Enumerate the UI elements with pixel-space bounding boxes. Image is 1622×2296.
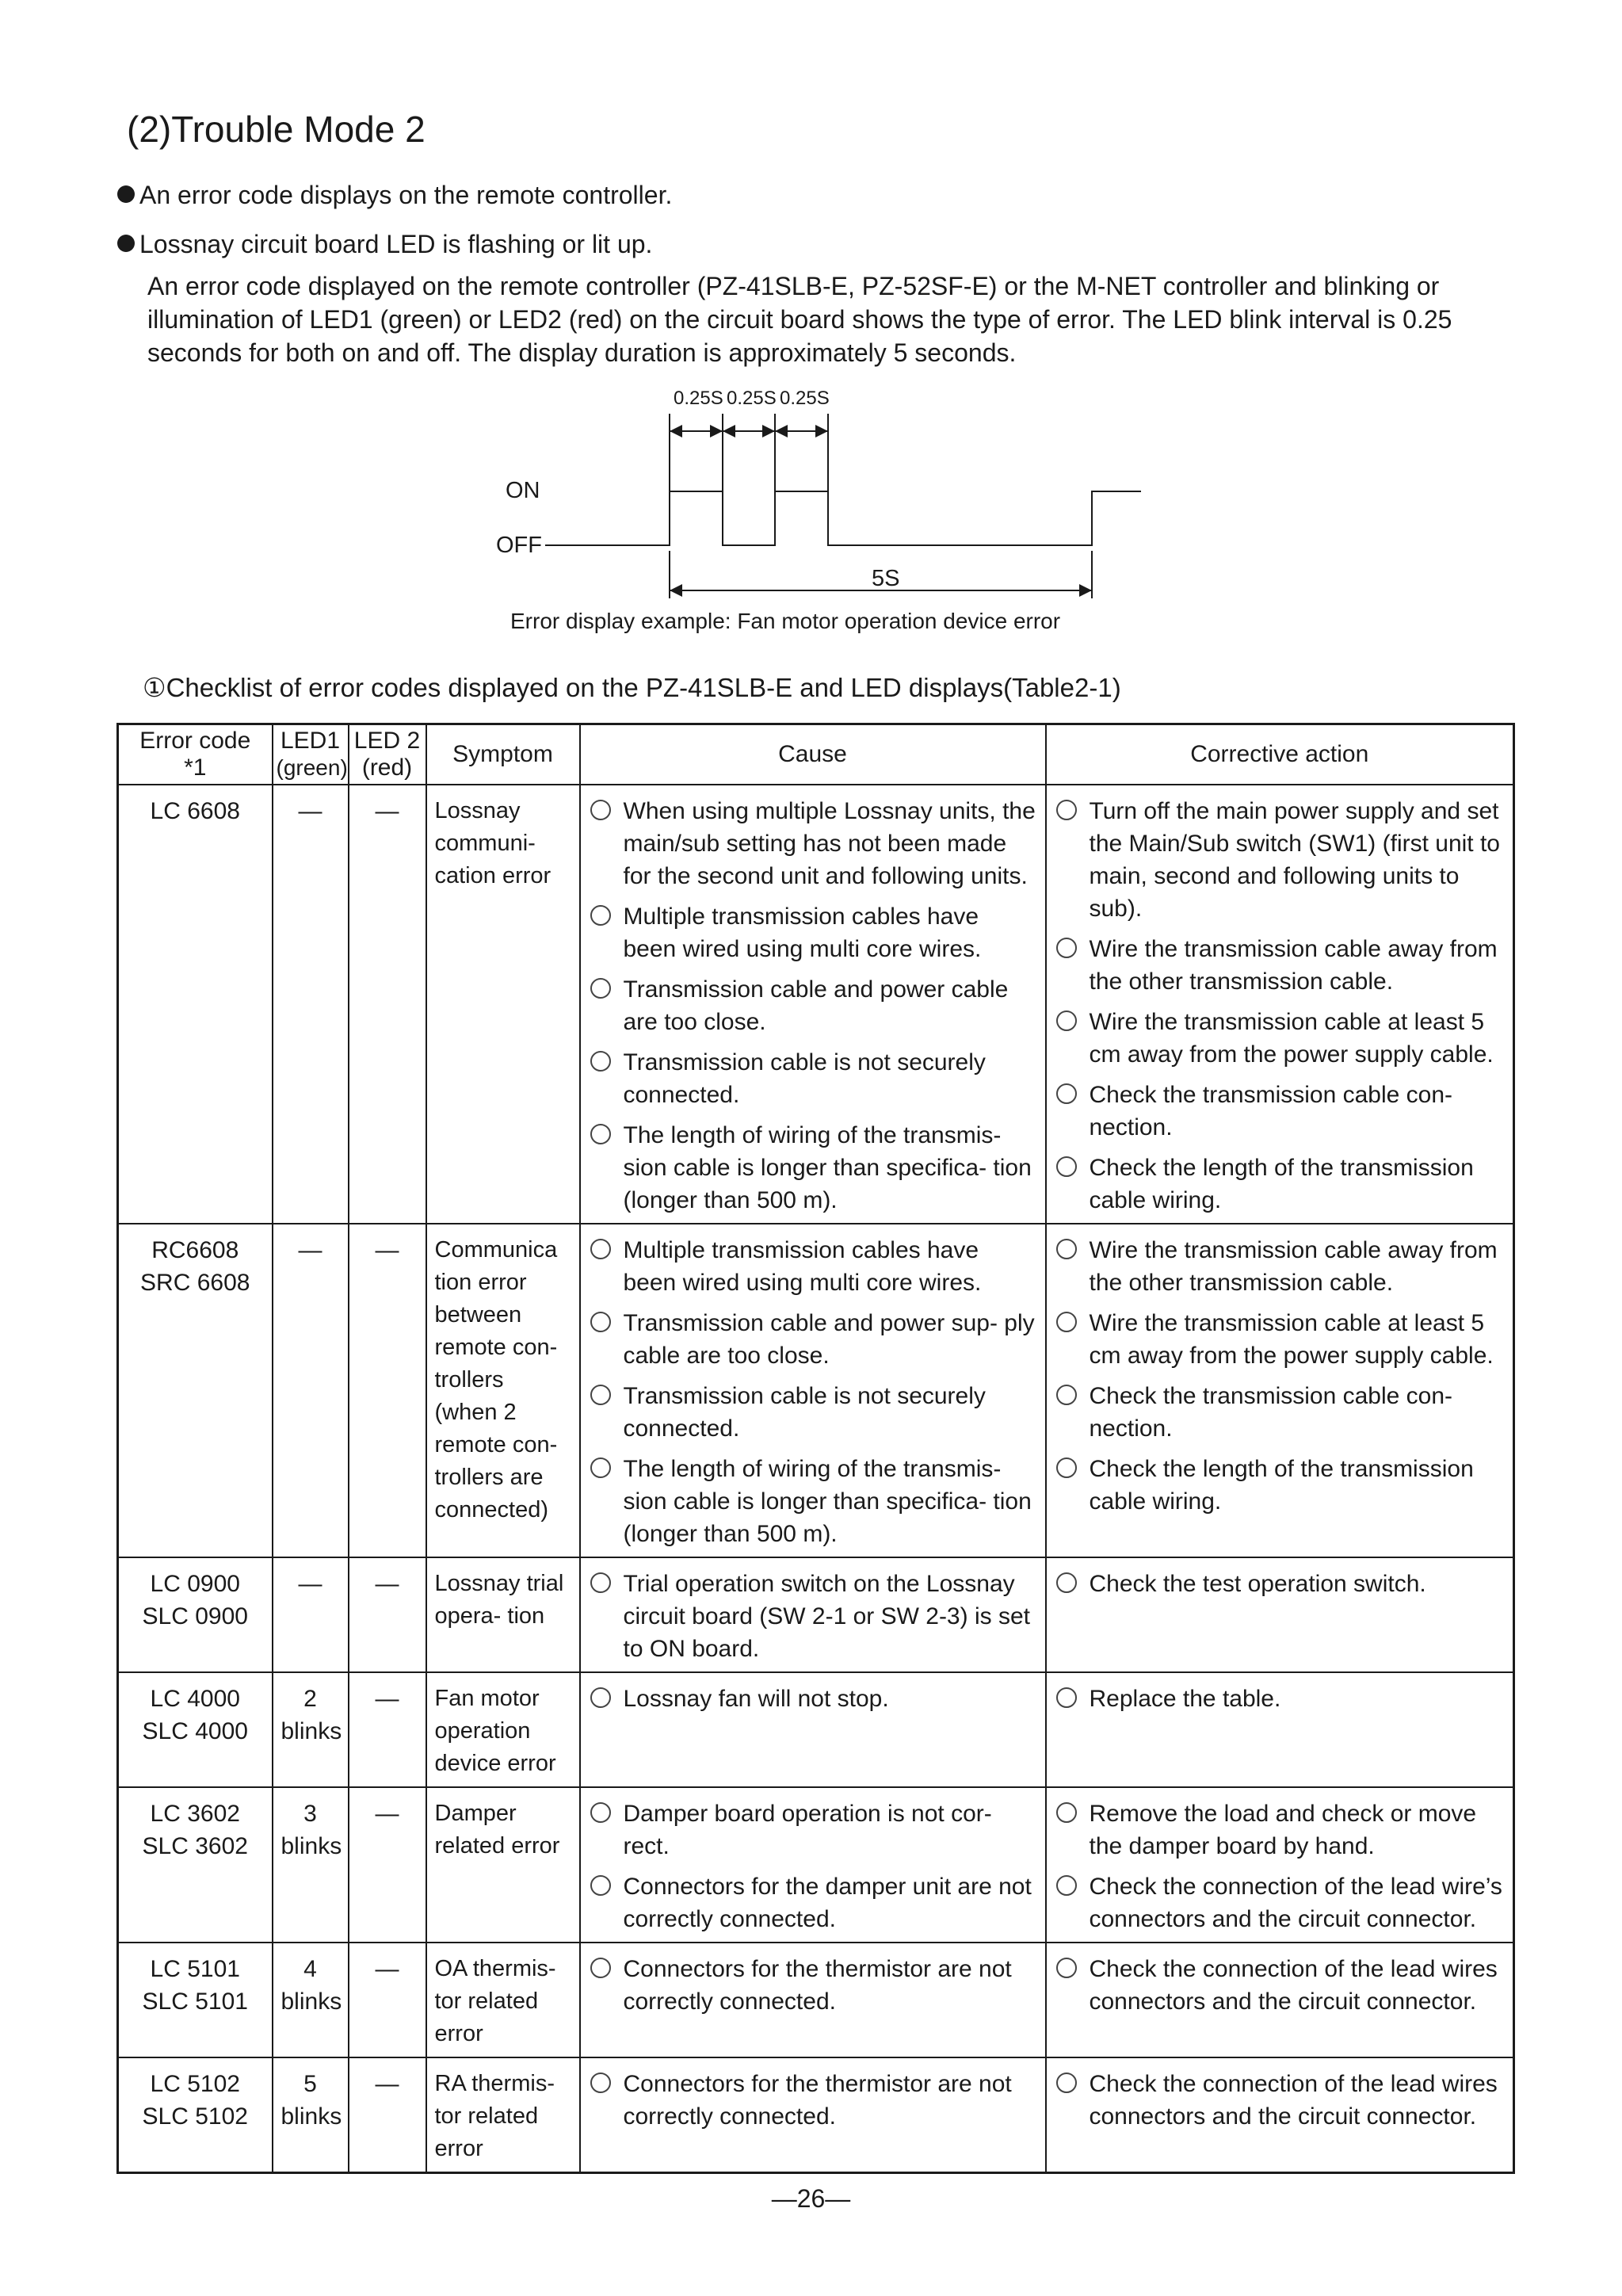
symptom-cell: Damper related error: [426, 1787, 580, 1943]
led1-cell: [273, 1672, 349, 1787]
circle-bullet-icon: [1056, 1010, 1077, 1031]
error-code-cell: [118, 1787, 273, 1943]
cause-cell: [580, 1557, 1046, 1672]
cause-item: [589, 1683, 1037, 1715]
table-row: [118, 2057, 1514, 2173]
action-item: [1055, 1683, 1506, 1715]
action-text: Wire the transmission cable at least 5 cm away from the power supply cable.: [1089, 1309, 1494, 1369]
circle-bullet-icon: [590, 1051, 611, 1072]
led2-cell: [349, 1672, 426, 1787]
cause-text: Damper board operation is not cor- rect.: [623, 1800, 992, 1859]
action-text: Remove the load and check or move the damper board by hand.: [1089, 1800, 1477, 1859]
circle-bullet-icon: [590, 1239, 611, 1259]
action-item: [1055, 1453, 1506, 1518]
error-code: RC6608: [151, 1236, 239, 1263]
cause-item: [589, 795, 1037, 892]
error-code: LC 5102: [150, 2070, 240, 2097]
cause-text: Transmission cable is not securely connected.: [623, 1049, 986, 1108]
action-item: [1055, 1380, 1506, 1445]
cause-cell: [580, 1787, 1046, 1943]
symptom-cell: Lossnay communi- cation error: [426, 785, 580, 1224]
circle-bullet-icon: [590, 2073, 611, 2093]
header-led2-color: (red): [361, 754, 413, 781]
action-cell: [1046, 1672, 1514, 1787]
cause-cell: [580, 1224, 1046, 1557]
circle-bullet-icon: [590, 1124, 611, 1144]
action-cell: [1046, 1557, 1514, 1672]
action-text: Check the length of the transmission cable wiring.: [1089, 1455, 1474, 1515]
header-error-code-note: *1: [184, 754, 207, 781]
header-led1-label: LED1: [280, 727, 341, 754]
cause-item: [589, 1380, 1037, 1445]
diagram-caption: Error display example: Fan motor operation device error: [510, 609, 1061, 633]
led1-value: —: [298, 797, 322, 824]
error-code: SRC 6608: [140, 1269, 250, 1296]
led1-value: 4 blinks: [281, 1955, 342, 2015]
error-code: LC 4000: [150, 1685, 240, 1712]
error-code: SLC 5102: [142, 2103, 248, 2130]
led2-value: —: [375, 1955, 399, 1982]
action-cell: [1046, 1943, 1514, 2057]
header-symptom: Symptom: [426, 724, 580, 785]
circle-bullet-icon: [1056, 1687, 1077, 1708]
cause-text: Connectors for the thermistor are not correctly connected.: [623, 2070, 1012, 2130]
circle-bullet-icon: [1056, 1312, 1077, 1332]
led1-cell: [273, 1943, 349, 2057]
error-code: LC 3602: [150, 1800, 240, 1827]
header-led1: [273, 724, 349, 785]
error-code-table: [116, 723, 1515, 2174]
symptom-cell: RA thermis- tor related error: [426, 2057, 580, 2173]
table-row: [118, 785, 1514, 1224]
bullet-dot-icon: [117, 235, 135, 252]
table-header-row: [118, 724, 1514, 785]
bullet-dot-icon: [117, 185, 135, 203]
error-code: LC 0900: [150, 1570, 240, 1597]
cause-text: Transmission cable is not securely connected.: [623, 1382, 986, 1442]
led2-value: —: [375, 1685, 399, 1712]
error-code-cell: [118, 785, 273, 1224]
led-timing-diagram: [491, 380, 1157, 650]
symptom-cell: Communica tion error between remote con- trollers (when 2 remote con- trollers are connected): [426, 1224, 580, 1557]
circle-bullet-icon: [590, 1875, 611, 1896]
table-row: [118, 1224, 1514, 1557]
cause-item: [589, 1797, 1037, 1862]
cause-text: Lossnay fan will not stop.: [623, 1685, 889, 1712]
bullet-led: [117, 230, 652, 259]
header-led2-label: LED 2: [353, 727, 421, 754]
off-label: OFF: [496, 533, 542, 558]
led2-cell: [349, 785, 426, 1224]
cause-item: [589, 900, 1037, 965]
action-text: Wire the transmission cable away from the other transmission cable.: [1089, 1236, 1498, 1296]
error-code-cell: [118, 1557, 273, 1672]
circle-bullet-icon: [1056, 1083, 1077, 1104]
circle-bullet-icon: [1056, 1875, 1077, 1896]
circle-bullet-icon: [1056, 938, 1077, 958]
cause-item: [589, 1953, 1037, 2018]
error-code: SLC 0900: [142, 1603, 248, 1629]
header-error-code: [118, 724, 273, 785]
cause-item: [589, 1568, 1037, 1665]
duration-label: 5S: [872, 566, 900, 591]
action-text: Wire the transmission cable at least 5 cm away from the power supply cable.: [1089, 1008, 1494, 1068]
header-led2: [349, 724, 426, 785]
interval-label: 0.25S: [780, 388, 830, 409]
header-led1-color: (green): [276, 755, 348, 780]
circle-bullet-icon: [590, 905, 611, 926]
circle-bullet-icon: [590, 1687, 611, 1708]
circle-bullet-icon: [590, 1958, 611, 1978]
action-item: [1055, 2068, 1506, 2133]
on-label: ON: [506, 478, 540, 503]
cause-text: When using multiple Lossnay units, the main/sub setting has not been made for the second unit and following units.: [623, 797, 1036, 889]
action-text: Check the connection of the lead wire’s connectors and the circuit connector.: [1089, 1873, 1502, 1932]
action-text: Replace the table.: [1089, 1685, 1281, 1712]
action-text: Check the connection of the lead wires connectors and the circuit connector.: [1089, 1955, 1498, 2015]
bullet-error-code: [117, 181, 672, 210]
led2-value: —: [375, 1236, 399, 1263]
page-title: (2)Trouble Mode 2: [127, 109, 426, 150]
circle-bullet-icon: [1056, 1457, 1077, 1478]
bullet-text: An error code displays on the remote controller.: [139, 181, 673, 209]
error-code-cell: [118, 2057, 273, 2173]
circle-bullet-icon: [1056, 1958, 1077, 1978]
circle-bullet-icon: [1056, 1156, 1077, 1177]
action-text: Check the transmission cable con- nection.: [1089, 1081, 1453, 1140]
cause-text: Transmission cable and power cable are too close.: [623, 976, 1009, 1035]
symptom-cell: Lossnay trial opera- tion: [426, 1557, 580, 1672]
table-row: [118, 1557, 1514, 1672]
cause-text: Trial operation switch on the Lossnay circuit board (SW 2-1 or SW 2-3) is set to ON board.: [623, 1570, 1030, 1662]
led2-cell: [349, 2057, 426, 2173]
led1-value: —: [298, 1236, 322, 1263]
action-text: Check the connection of the lead wires connectors and the circuit connector.: [1089, 2070, 1498, 2130]
led2-cell: [349, 1224, 426, 1557]
circle-bullet-icon: [590, 978, 611, 999]
action-item: [1055, 1079, 1506, 1144]
cause-text: Connectors for the thermistor are not correctly connected.: [623, 1955, 1012, 2015]
table-row: [118, 1672, 1514, 1787]
action-text: Check the transmission cable con- nection.: [1089, 1382, 1453, 1442]
action-item: [1055, 1797, 1506, 1862]
error-code: SLC 5101: [142, 1988, 248, 2015]
cause-cell: [580, 1943, 1046, 2057]
cause-text: Connectors for the damper unit are not correctly connected.: [623, 1873, 1032, 1932]
action-text: Wire the transmission cable away from the other transmission cable.: [1089, 935, 1498, 995]
interval-label: 0.25S: [674, 388, 723, 409]
action-item: [1055, 1234, 1506, 1299]
symptom-cell: OA thermis- tor related error: [426, 1943, 580, 2057]
circle-bullet-icon: [590, 1802, 611, 1823]
cause-item: [589, 1453, 1037, 1550]
description-paragraph: An error code displayed on the remote controller (PZ-41SLB-E, PZ-52SF-E) or the M-NET controller and blinking or illumination of LED1 (green) or LED2 (red) on the circuit board shows the type of error. The LED blink interval is 0.25 seconds for both on and off. The display duration is approximately 5 seconds.: [147, 272, 1452, 367]
circle-bullet-icon: [1056, 1385, 1077, 1405]
cause-cell: [580, 785, 1046, 1224]
led1-value: 2 blinks: [281, 1685, 342, 1744]
led2-value: —: [375, 1800, 399, 1827]
circle-bullet-icon: [590, 1385, 611, 1405]
led2-cell: [349, 1787, 426, 1943]
action-item: [1055, 1006, 1506, 1071]
action-item: [1055, 795, 1506, 925]
error-code-cell: [118, 1672, 273, 1787]
circle-bullet-icon: [590, 800, 611, 820]
led2-value: —: [375, 2070, 399, 2097]
led1-value: —: [298, 1570, 322, 1597]
table-row: [118, 1787, 1514, 1943]
led1-value: 3 blinks: [281, 1800, 342, 1859]
cause-item: [589, 2068, 1037, 2133]
led1-cell: [273, 1557, 349, 1672]
circle-bullet-icon: [1056, 1239, 1077, 1259]
cause-item: [589, 1046, 1037, 1111]
error-code-cell: [118, 1224, 273, 1557]
cause-item: [589, 1119, 1037, 1217]
action-item: [1055, 933, 1506, 998]
action-item: [1055, 1568, 1506, 1600]
action-cell: [1046, 1787, 1514, 1943]
led1-cell: [273, 2057, 349, 2173]
circle-bullet-icon: [1056, 2073, 1077, 2093]
header-error-code-label: Error code: [139, 727, 251, 754]
cause-item: [589, 1307, 1037, 1372]
led1-cell: [273, 1224, 349, 1557]
led2-value: —: [375, 797, 399, 824]
circle-bullet-icon: [590, 1312, 611, 1332]
action-item: [1055, 1953, 1506, 2018]
action-cell: [1046, 1224, 1514, 1557]
header-corrective-action: Corrective action: [1046, 724, 1514, 785]
action-item: [1055, 1870, 1506, 1935]
circle-bullet-icon: [1056, 1802, 1077, 1823]
error-code: LC 6608: [150, 797, 240, 824]
interval-label: 0.25S: [727, 388, 777, 409]
circle-bullet-icon: [1056, 800, 1077, 820]
cause-text: The length of wiring of the transmis- sion cable is longer than specifica- tion (longer than 500 m).: [623, 1455, 1032, 1547]
led1-cell: [273, 785, 349, 1224]
action-text: Check the length of the transmission cable wiring.: [1089, 1154, 1474, 1213]
symptom-cell: Fan motor operation device error: [426, 1672, 580, 1787]
action-cell: [1046, 785, 1514, 1224]
circle-bullet-icon: [590, 1457, 611, 1478]
cause-cell: [580, 1672, 1046, 1787]
bullet-text: Lossnay circuit board LED is flashing or lit up.: [139, 230, 653, 258]
error-code: LC 5101: [150, 1955, 240, 1982]
cause-item: [589, 1870, 1037, 1935]
led1-cell: [273, 1787, 349, 1943]
error-code-cell: [118, 1943, 273, 2057]
cause-text: Transmission cable and power sup- ply cable are too close.: [623, 1309, 1035, 1369]
cause-text: Multiple transmission cables have been wired using multi core wires.: [623, 1236, 982, 1296]
action-text: Check the test operation switch.: [1089, 1570, 1426, 1597]
led2-cell: [349, 1557, 426, 1672]
action-text: Turn off the main power supply and set the Main/Sub switch (SW1) (first unit to main, second and following units to sub).: [1089, 797, 1500, 922]
cause-item: [589, 973, 1037, 1038]
error-code: SLC 4000: [142, 1717, 248, 1744]
table-row: [118, 1943, 1514, 2057]
action-cell: [1046, 2057, 1514, 2173]
led2-cell: [349, 1943, 426, 2057]
circle-bullet-icon: [590, 1572, 611, 1593]
cause-text: Multiple transmission cables have been wired using multi core wires.: [623, 903, 982, 962]
cause-cell: [580, 2057, 1046, 2173]
circle-bullet-icon: [1056, 1572, 1077, 1593]
led1-value: 5 blinks: [281, 2070, 342, 2130]
cause-text: The length of wiring of the transmis- sion cable is longer than specifica- tion (longer than 500 m).: [623, 1121, 1032, 1213]
page-number: —26—: [771, 2184, 851, 2213]
checklist-title: ①Checklist of error codes displayed on the PZ-41SLB-E and LED displays(Table2-1): [143, 673, 1121, 702]
action-item: [1055, 1307, 1506, 1372]
led2-value: —: [375, 1570, 399, 1597]
error-code: SLC 3602: [142, 1832, 248, 1859]
cause-item: [589, 1234, 1037, 1299]
action-item: [1055, 1152, 1506, 1217]
header-cause: Cause: [580, 724, 1046, 785]
